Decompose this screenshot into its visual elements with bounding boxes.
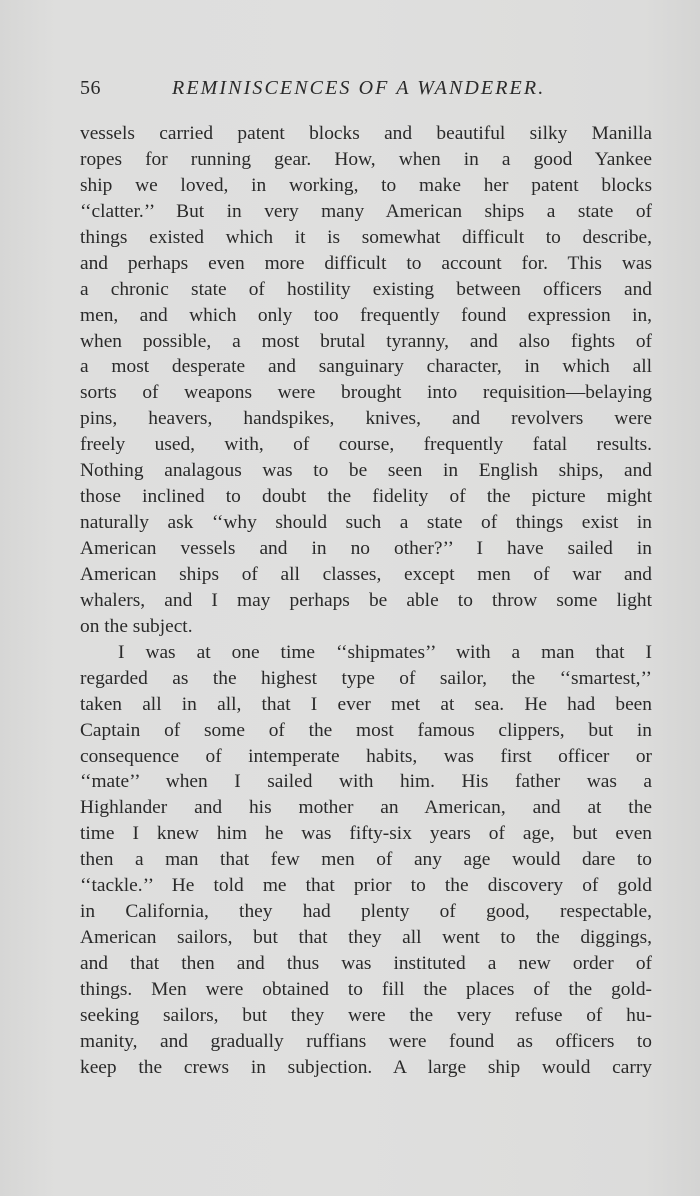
text-line: American sailors, but that they all went to the diggings, <box>80 927 652 949</box>
text-line: those inclined to doubt the fidelity of the picture might <box>80 486 652 508</box>
text-line: time I knew him he was fifty-six years of age, but even <box>80 823 652 845</box>
text-line: whalers, and I may perhaps be able to throw some light <box>80 589 652 611</box>
text-line: American vessels and in no other?’’ I have sailed in <box>80 538 652 559</box>
text-line: ropes for running gear. How, when in a good Yankee <box>80 148 652 170</box>
text-line: ‘‘mate’’ when I sailed with him. His father was a <box>80 771 652 793</box>
text-line: Highlander and his mother an American, and at the <box>80 797 652 819</box>
text-line: ‘‘clatter.’’ But in very many American ships a state of <box>80 200 652 222</box>
text-line: things existed which it is somewhat difficult to describe, <box>80 226 652 248</box>
text-line: a chronic state of hostility existing between officers and <box>80 278 652 300</box>
text-line: pins, heavers, handspikes, knives, and revolvers were <box>80 408 652 430</box>
text-line: regarded as the highest type of sailor, the ‘‘smartest,’’ <box>80 667 652 689</box>
text-line: taken all in all, that I ever met at sea. He had been <box>80 693 652 715</box>
text-line: consequence of intemperate habits, was first officer or <box>80 745 652 767</box>
text-line: ship we loved, in working, to make her patent blocks <box>80 174 652 196</box>
text-line: manity, and gradually ruffians were found as officers to <box>80 1030 652 1052</box>
text-line: Nothing analagous was to be seen in English ships, and <box>80 460 652 482</box>
text-line: American ships of all classes, except men of war and <box>80 563 652 585</box>
text-line: I was at one time ‘‘shipmates’’ with a man that I <box>118 641 652 663</box>
text-line: a most desperate and sanguinary character, in which all <box>80 356 652 378</box>
running-head: REMINISCENCES OF A WANDERER. <box>172 77 546 99</box>
text-line: and perhaps even more difficult to account for. This was <box>80 252 652 274</box>
text-line: in California, they had plenty of good, respectable, <box>80 901 652 923</box>
text-line: naturally ask ‘‘why should such a state of things exist in <box>80 512 652 534</box>
page-number: 56 <box>80 77 101 99</box>
text-line: freely used, with, of course, frequently fatal results. <box>80 434 652 456</box>
page-header <box>80 77 652 107</box>
text-line: ‘‘tackle.’’ He told me that prior to the discovery of gold <box>80 875 652 897</box>
text-line: Captain of some of the most famous clippers, but in <box>80 719 652 741</box>
text-line: on the subject. <box>80 615 193 637</box>
text-line: keep the crews in subjection. A large ship would carry <box>80 1056 652 1078</box>
text-line: sorts of weapons were brought into requisition—belaying <box>80 382 652 404</box>
text-line: then a man that few men of any age would dare to <box>80 849 652 871</box>
text-line: men, and which only too frequently found expression in, <box>80 304 652 326</box>
text-line: vessels carried patent blocks and beautiful silky Manilla <box>80 123 652 144</box>
text-line: seeking sailors, but they were the very refuse of hu- <box>80 1004 652 1026</box>
body-text <box>80 121 652 1081</box>
text-line: things. Men were obtained to fill the places of the gold- <box>80 978 652 1000</box>
text-line: and that then and thus was instituted a new order of <box>80 953 652 974</box>
text-line: when possible, a most brutal tyranny, and also fights of <box>80 330 652 352</box>
